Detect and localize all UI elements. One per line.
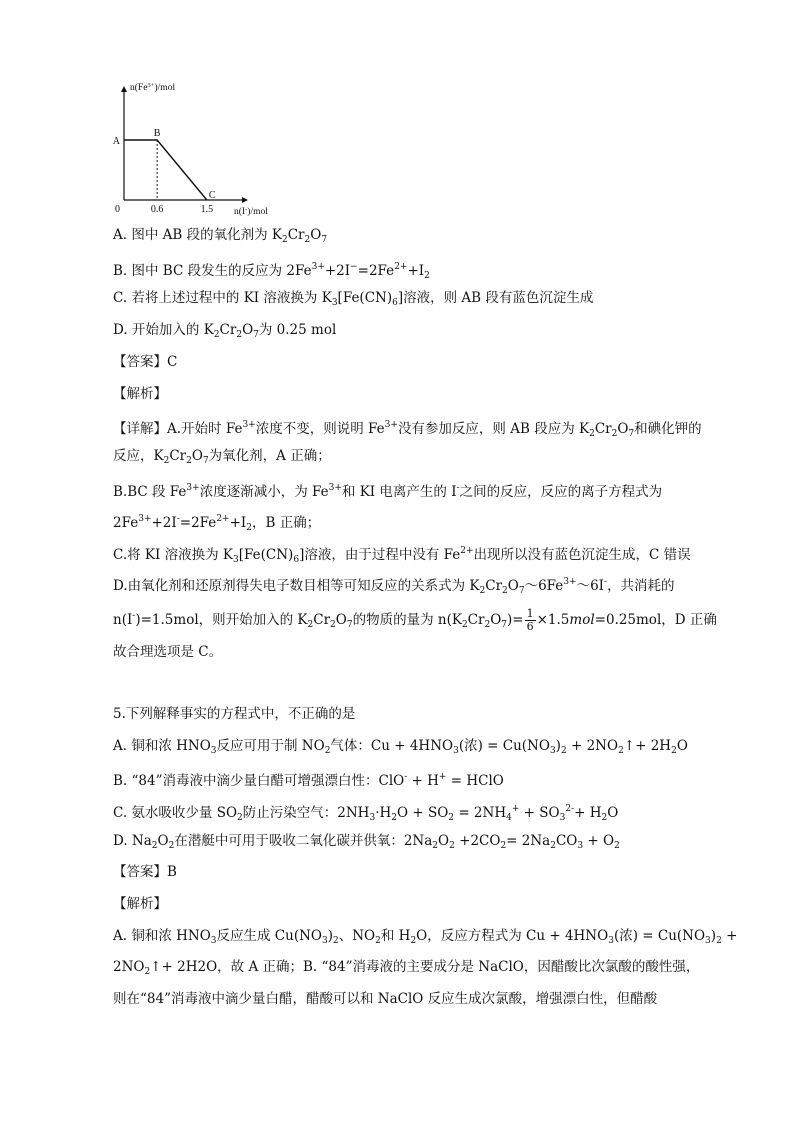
q5-analysis-line-1: A. 铜和浓 $HNO_3$反应生成 $Cu(NO_3)_2$、$NO_2$和 $H_2O$，反应方程式为 $Cu + 4HNO_3$(浓) = $Cu(NO_3)_2$ +	[113, 928, 738, 946]
origin-label: 0	[115, 204, 120, 215]
y-axis-arrow	[121, 86, 127, 92]
q5-option-d: D. $Na_2O_2$在潜艇中可用于吸收二氧化碳并供氧：$2Na_2O_2 +2CO_2= 2Na_2CO_3 + O_2$	[113, 833, 620, 851]
detail-line-4: $2Fe^{3+}+2I^-=2Fe^{2+}+I_2$，B 正确；	[113, 514, 321, 533]
q5-option-a: A. 铜和浓 $HNO_3$反应可用于制 $NO_2$气体：$Cu + 4HNO_3$(浓) = $Cu(NO_3)_2$ + $2NO_2↑+ 2H_2O$	[113, 738, 688, 756]
option-a: A. 图中 AB 段的氧化剂为 $K_2Cr_2O_7$	[113, 227, 328, 245]
q5-option-c: C. 氨水吸收少量 $SO_2$防止污染空气：$2NH_3\cdot H_2O + SO_2 = 2NH_4^+ + SO_3^{2-}+ H_2O$	[113, 804, 619, 823]
question-5-stem: 5.下列解释事实的方程式中，不正确的是	[113, 706, 356, 722]
q5-option-b: B. “84”消毒液中滴少量白醋可增强漂白性：ClO- + H+ = HClO	[113, 772, 504, 789]
y-axis-label: $n(Fe^{3+})$/mol	[130, 81, 176, 93]
answer-label: 【答案】C	[113, 354, 178, 370]
detail-line-6: D.由氧化剂和还原剂得失电子数目相等可知反应的关系式为 $K_2Cr_2O_7\sim 6Fe^{3+}\sim 6I^-$，共消耗的	[113, 577, 675, 596]
detail-line-2: 反应，$K_2Cr_2O_7$为氧化剂，A 正确；	[113, 448, 331, 466]
fe3-vs-iodide-chart	[0, 0, 794, 230]
x-tick-label: 0.6	[150, 204, 164, 215]
q5-answer-label: 【答案】B	[113, 864, 177, 880]
q5-analysis-label: 【解析】	[113, 896, 167, 912]
point-label-a: A	[112, 136, 120, 147]
q5-analysis-line-3: 则在“84”消毒液中滴少量白醋，醋酸可以和 NaClO 反应生成次氯酸，增强漂白性，但醋酸	[113, 991, 658, 1007]
option-c: C. 若将上述过程中的 KI 溶液换为 $K_3[Fe(CN)_6]$溶液，则 AB 段有蓝色沉淀生成	[113, 290, 594, 308]
x-axis-arrow	[242, 197, 248, 203]
detail-line-8: 故合理选项是 C。	[113, 644, 223, 660]
x-axis-label: n(I-)/mol	[234, 205, 268, 217]
detail-line-3: B.BC 段 $Fe^{3+}$浓度逐渐减小，为 $Fe^{3+}$和 KI 电离产生的 I-之间的反应，反应的离子方程式为	[113, 483, 663, 500]
analysis-label: 【解析】	[113, 386, 167, 402]
detail-line-5: C.将 KI 溶液换为 $K_3[Fe(CN)_6]$溶液，由于过程中没有 $Fe^{2+}$出现所以没有蓝色沉淀生成，C 错误	[113, 546, 691, 565]
detail-line-7: n(I-)=1.5mol，则开始加入的 $K_2Cr_2O_7$的物质的量为 $n(K_2Cr_2O_7)=$ $\frac{1}{6}$ ×1.5mol=0.25mol，D 正确	[113, 607, 717, 633]
point-label-c: C	[208, 190, 216, 201]
option-b: B. 图中 BC 段发生的反应为 $2Fe^{3+}+2I^-=2Fe^{2+}+I_2$	[113, 262, 430, 281]
option-d: D. 开始加入的 $K_2Cr_2O_7$为 0.25 mol	[113, 322, 337, 340]
point-label-b: B	[153, 128, 161, 139]
x-tick-label: 1.5	[200, 204, 214, 215]
q5-analysis-line-2: $2NO_2↑+ 2H2O$，故 A 正确；B. “84”消毒液的主要成分是 NaClO，因醋酸比次氯酸的酸性强，	[113, 959, 700, 977]
fraction: $\frac{1}{6}$	[526, 607, 534, 633]
detail-line-1: 【详解】A.开始时 $Fe^{3+}$浓度不变，则说明 $Fe^{3+}$没有参加反应，则 AB 段应为 $K_2Cr_2O_7$和碘化钾的	[113, 420, 702, 439]
series-line	[124, 140, 207, 200]
